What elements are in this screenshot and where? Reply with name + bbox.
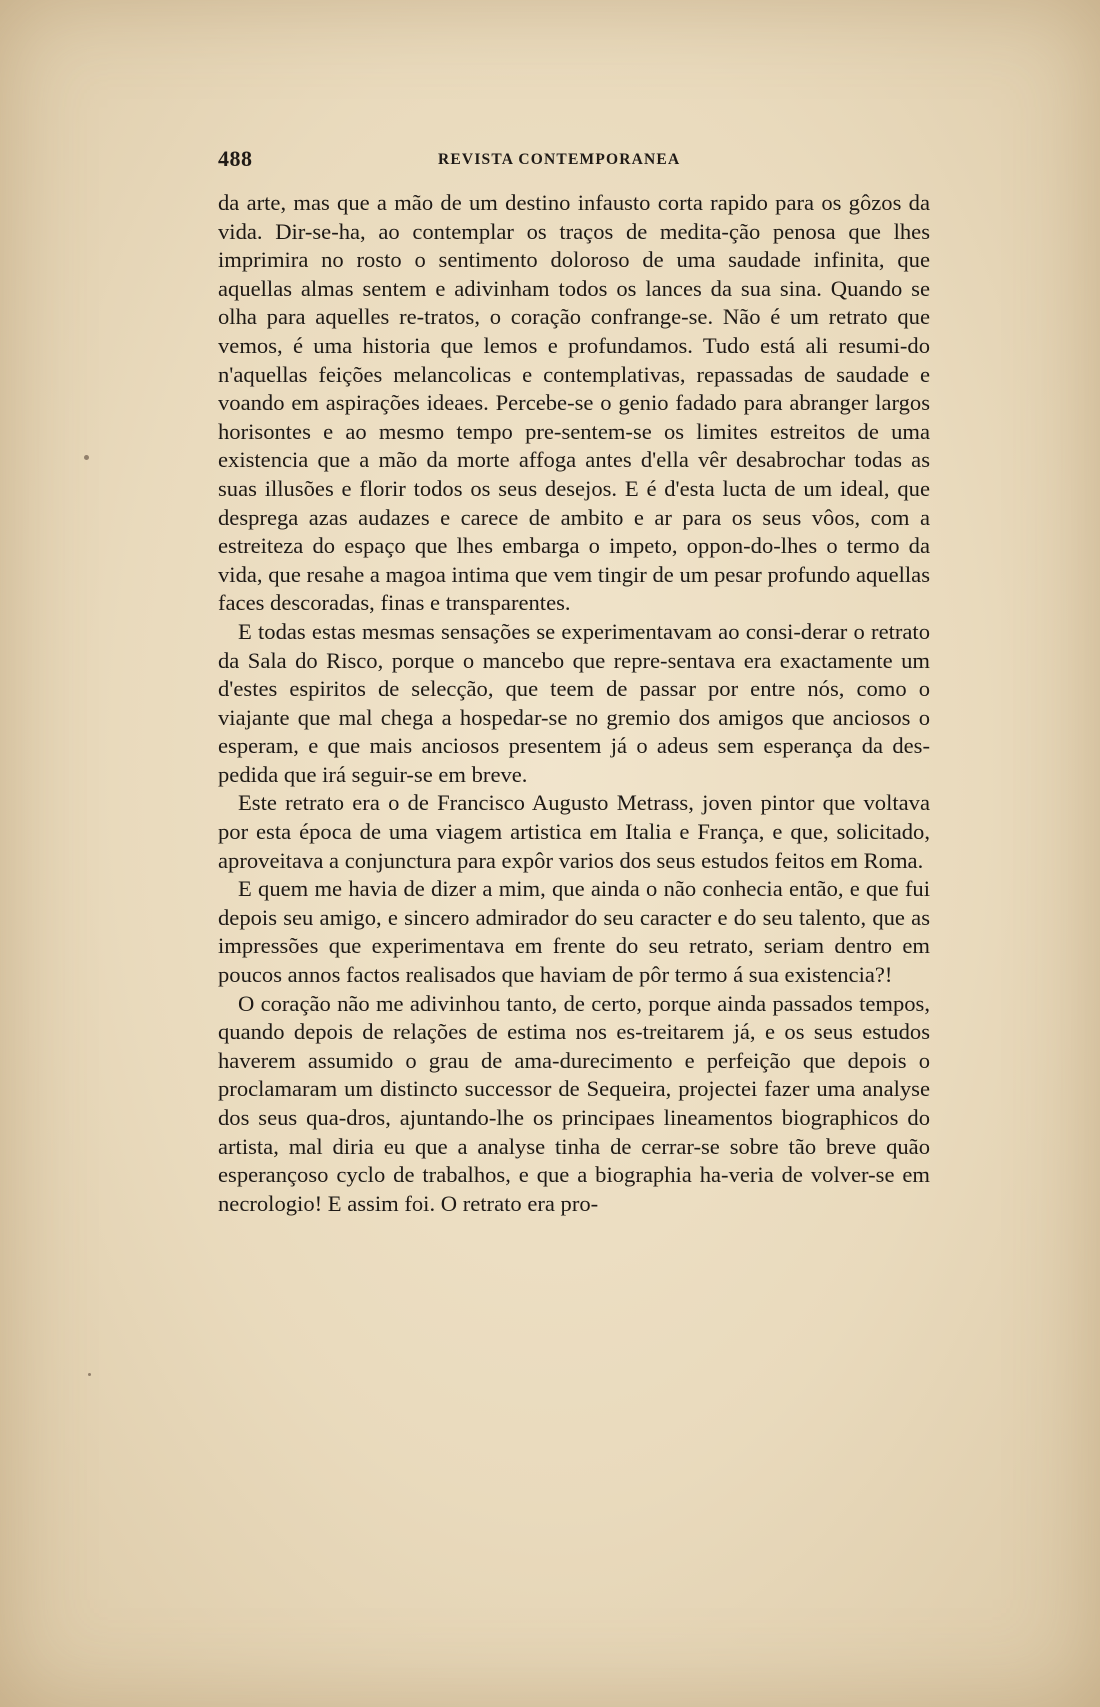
page-number: 488 bbox=[218, 146, 253, 171]
paragraph-1: da arte, mas que a mão de um destino infausto corta rapido para os gôzos da vida. Dir-se-ha, ao contemplar os traços de medita-ção penosa que lhes imprimira no rosto o sentimento doloroso de uma saudade infinita, que aquellas almas sentem e adivinham todos os lances da sua sina. Quando se olha para aquelles re-tratos, o coração confrange-se. Não é um retrato que vemos, é uma historia que lemos e profundamos. Tudo está ali resumi-do n'aquellas feições melancolicas e contemplativas, repassadas de saudade e voando em aspirações ideaes. Percebe-se o genio fadado para abranger largos horisontes e ao mesmo tempo pre-sentem-se os limites estreitos de uma existencia que a mão da morte affoga antes d'ella vêr desabrochar todas as suas illusões e florir todos os seus desejos. E é d'esta lucta de um ideal, que desprega azas audazes e carece de ambito e ar para os seus vôos, com a estreiteza do espaço que lhes embarga o impeto, oppon-do-lhes o termo da vida, que resahe a magoa intima que vem tingir de um pesar profundo aquellas faces descoradas, finas e transparentes. bbox=[218, 190, 930, 616]
paper-speck bbox=[84, 455, 89, 460]
paragraph-3: Este retrato era o de Francisco Augusto Metrass, joven pintor que voltava por esta época de uma viagem artistica em Italia e França, e que, solicitado, aproveitava a conjunctura para expôr varios dos seus estudos feitos em Roma. bbox=[218, 790, 930, 873]
page-header bbox=[218, 146, 970, 176]
paragraph-4: E quem me havia de dizer a mim, que ainda o não conhecia então, e que fui depois seu amigo, e sincero admirador do seu caracter e do seu talento, que as impressões que experimentava em frente do seu retrato, seriam dentro em poucos annos factos realisados que haviam de pôr termo á sua existencia?! bbox=[218, 876, 930, 988]
paragraph-5: O coração não me adivinhou tanto, de certo, porque ainda passados tempos, quando depois de relações de estima nos es-treitarem já, e os seus estudos haverem assumido o grau de ama-durecimento e perfeição que depois o proclamaram um distincto successor de Sequeira, projectei fazer uma analyse dos seus qua-dros, ajuntando-lhe os principaes lineamentos biographicos do artista, mal diria eu que a analyse tinha de cerrar-se sobre tão breve quão esperançoso cyclo de trabalhos, e que a biographia ha-veria de volver-se em necrologio! E assim foi. O retrato era pro- bbox=[218, 990, 930, 1216]
running-title: REVISTA CONTEMPORANEA bbox=[438, 151, 681, 168]
body-text bbox=[218, 189, 930, 1218]
paper-speck bbox=[88, 1373, 91, 1376]
paragraph-2: E todas estas mesmas sensações se experimentavam ao consi-derar o retrato da Sala do Risco, porque o mancebo que repre-sentava era exactamente um d'estes espiritos de selecção, que teem de passar por entre nós, como o viajante que mal chega a hospedar-se no gremio dos amigos que anciosos o esperam, e que mais anciosos presentem já o adeus sem esperança da des-pedida que irá seguir-se em breve. bbox=[218, 618, 930, 787]
